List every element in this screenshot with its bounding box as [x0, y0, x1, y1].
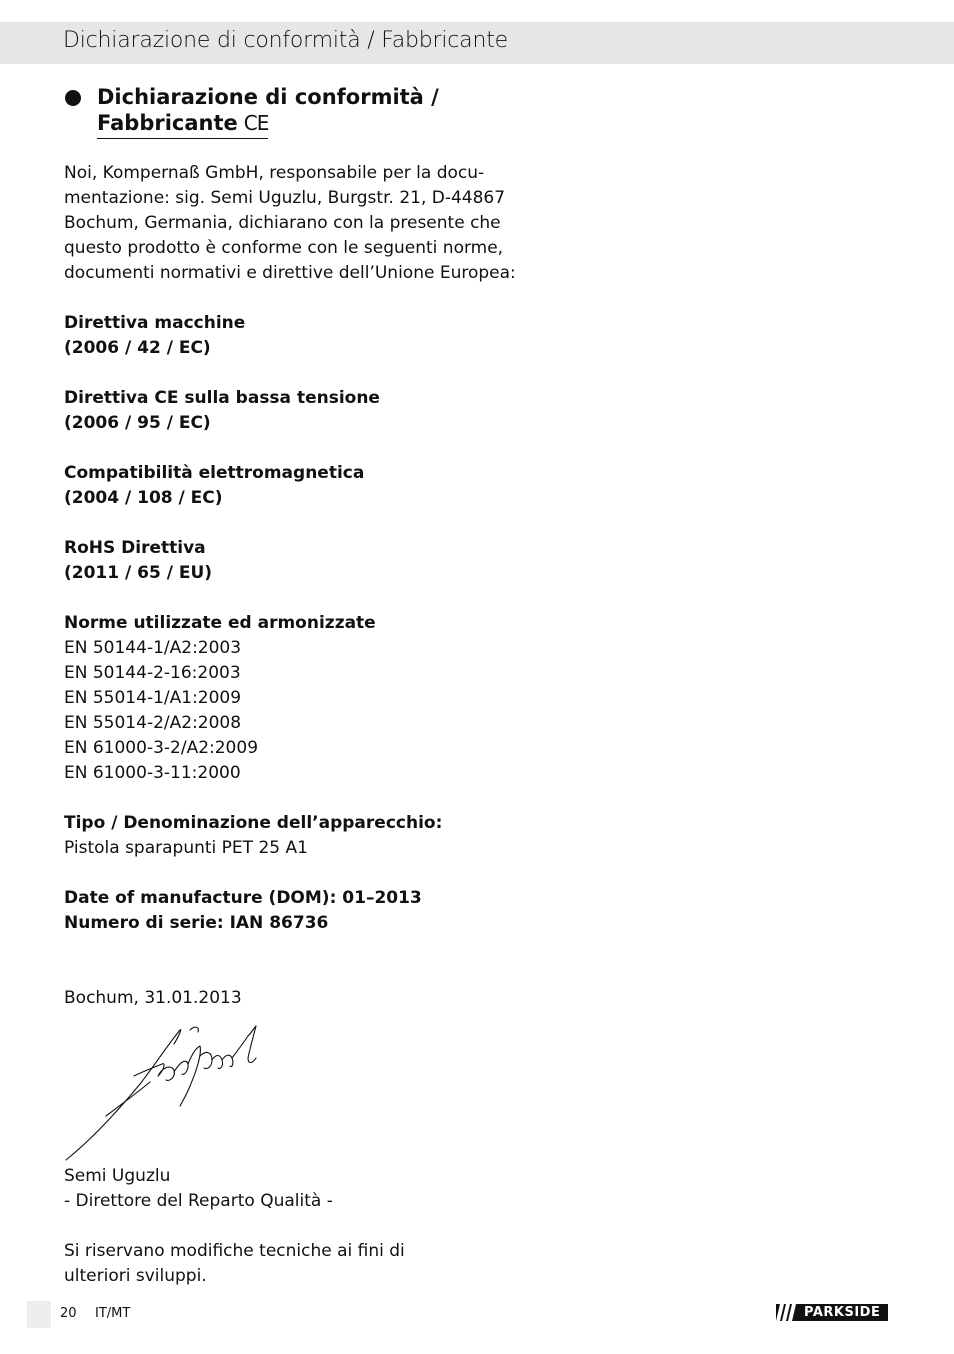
directive-code: (2004 / 108 / EC) — [64, 488, 223, 508]
directive-low-voltage — [64, 386, 484, 436]
heading-underline — [97, 138, 268, 139]
notice-paragraph — [64, 1239, 484, 1289]
section-heading-line2: Fabbricante — [97, 111, 238, 135]
place-date-text: Bochum, 31.01.2013 — [64, 988, 242, 1008]
intro-line: Noi, Kompernaß GmbH, responsabile per la docu- — [64, 163, 485, 183]
page-title: Dichiarazione di conformità / Fabbricante — [63, 28, 508, 53]
intro-paragraph — [64, 161, 516, 286]
footer-marker — [27, 1301, 51, 1328]
standard-item: EN 61000-3-2/A2:2009 — [64, 738, 259, 758]
directive-name: Direttiva macchine — [64, 313, 246, 333]
directive-name: RoHS Direttiva — [64, 538, 206, 558]
signature-icon — [62, 1024, 272, 1164]
device-label: Tipo / Denominazione dell’apparecchio: — [64, 813, 443, 833]
manufacture-block — [64, 886, 484, 936]
directive-code: (2006 / 42 / EC) — [64, 338, 211, 358]
signatory-role: - Direttore del Reparto Qualità - — [64, 1191, 333, 1211]
standard-item: EN 55014-1/A1:2009 — [64, 688, 242, 708]
notice-line: ulteriori sviluppi. — [64, 1266, 207, 1286]
section-heading — [97, 84, 439, 136]
section-heading-line1: Dichiarazione di conformità / — [97, 85, 439, 109]
brand-slashes-icon — [776, 1304, 798, 1321]
directive-code: (2011 / 65 / EU) — [64, 563, 213, 583]
standards-title: Norme utilizzate ed armonizzate — [64, 613, 376, 633]
manufacture-date: Date of manufacture (DOM): 01–2013 — [64, 888, 422, 908]
standards-block — [64, 611, 484, 786]
directive-machinery — [64, 311, 484, 361]
brand-logo — [776, 1304, 888, 1321]
section-bullet-icon — [65, 90, 81, 106]
standard-item: EN 50144-1/A2:2003 — [64, 638, 242, 658]
device-value: Pistola sparapunti PET 25 A1 — [64, 838, 308, 858]
page-number: 20 — [60, 1306, 77, 1321]
directive-rohs — [64, 536, 484, 586]
document-body — [64, 161, 516, 1011]
directive-name: Direttiva CE sulla bassa tensione — [64, 388, 380, 408]
directive-name: Compatibilità elettromagnetica — [64, 463, 365, 483]
intro-line: questo prodotto è conforme con le seguenti norme, — [64, 238, 504, 258]
signatory-name: Semi Uguzlu — [64, 1166, 171, 1186]
intro-line: mentazione: sig. Semi Uguzlu, Burgstr. 21, D-44867 — [64, 188, 506, 208]
signatory-block — [64, 1164, 484, 1289]
place-date — [64, 986, 484, 1011]
serial-number: Numero di serie: IAN 86736 — [64, 913, 329, 933]
standard-item: EN 55014-2/A2:2008 — [64, 713, 242, 733]
directive-emc — [64, 461, 484, 511]
standard-item: EN 61000-3-11:2000 — [64, 763, 241, 783]
intro-line: Bochum, Germania, dichiarano con la presente che — [64, 213, 501, 233]
standard-item: EN 50144-2-16:2003 — [64, 663, 241, 683]
language-code: IT/MT — [95, 1306, 131, 1321]
notice-line: Si riservano modifiche tecniche ai fini di — [64, 1241, 405, 1261]
intro-line: documenti normativi e direttive dell’Unione Europea: — [64, 263, 516, 283]
brand-name: PARKSIDE — [804, 1305, 881, 1320]
ce-mark-icon: CE — [243, 111, 269, 135]
directive-code: (2006 / 95 / EC) — [64, 413, 211, 433]
device-block — [64, 811, 484, 861]
